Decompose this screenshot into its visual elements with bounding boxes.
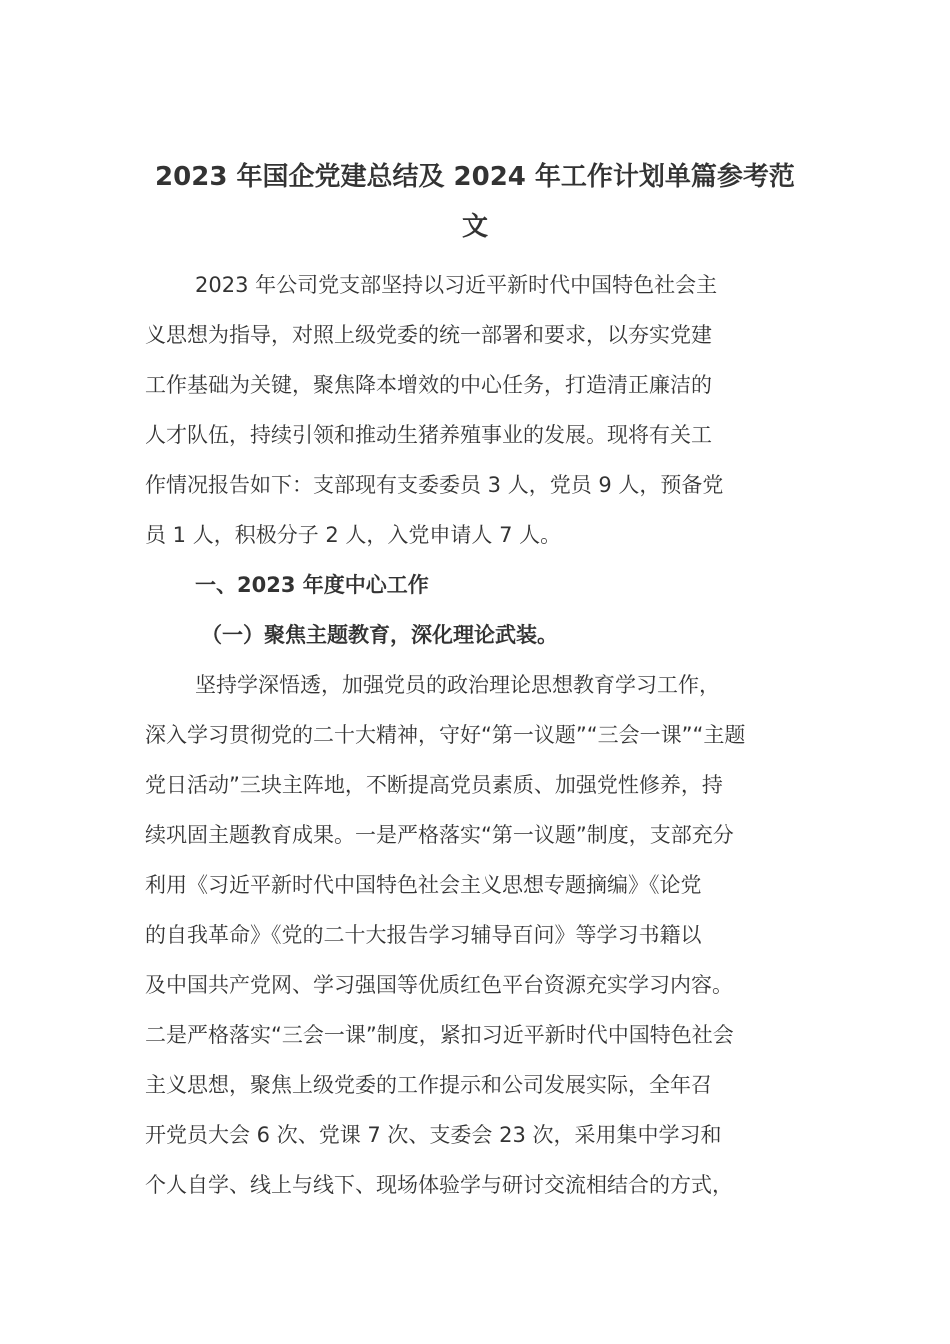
paragraph-line: 主义思想，聚焦上级党委的工作提示和公司发展实际，全年召 bbox=[145, 1073, 712, 1097]
paragraph-line: 个人自学、线上与线下、现场体验学与研讨交流相结合的方式， bbox=[145, 1173, 733, 1197]
paragraph-line: 党日活动”三块主阵地，不断提高党员素质、加强党性修养，持 bbox=[145, 773, 723, 797]
section-heading: 一、2023 年度中心工作 bbox=[195, 573, 429, 597]
paragraph-line: 利用《习近平新时代中国特色社会主义思想专题摘编》《论党 bbox=[145, 873, 702, 897]
paragraph-line: 开党员大会 6 次、党课 7 次、支委会 23 次，采用集中学习和 bbox=[145, 1123, 722, 1147]
body-paragraph bbox=[145, 660, 810, 1210]
paragraph-line: 人才队伍，持续引领和推动生猪养殖事业的发展。现将有关工 bbox=[145, 423, 712, 447]
paragraph-line: 的自我革命》《党的二十大报告学习辅导百问》等学习书籍以 bbox=[145, 923, 702, 947]
intro-paragraph bbox=[145, 260, 810, 560]
title-line: 文 bbox=[461, 212, 488, 242]
paragraph-line: 义思想为指导，对照上级党委的统一部署和要求，以夯实党建 bbox=[145, 323, 712, 347]
paragraph-line: 工作基础为关键，聚焦降本增效的中心任务，打造清正廉洁的 bbox=[145, 373, 712, 397]
paragraph-line: 坚持学深悟透，加强党员的政治理论思想教育学习工作， bbox=[195, 673, 720, 697]
paragraph-line: 2023 年公司党支部坚持以习近平新时代中国特色社会主 bbox=[195, 273, 718, 297]
subsection-heading: （一）聚焦主题教育，深化理论武装。 bbox=[201, 623, 558, 647]
title-line: 2023 年国企党建总结及 2024 年工作计划单篇参考范 bbox=[155, 162, 795, 192]
paragraph-line: 作情况报告如下：支部现有支委委员 3 人，党员 9 人，预备党 bbox=[145, 473, 724, 497]
document-body bbox=[145, 260, 810, 1210]
document-title bbox=[140, 152, 810, 252]
paragraph-line: 深入学习贯彻党的二十大精神，守好“第一议题”“三会一课”“主题 bbox=[145, 723, 746, 747]
paragraph-line: 员 1 人，积极分子 2 人，入党申请人 7 人。 bbox=[145, 523, 562, 547]
paragraph-line: 及中国共产党网、学习强国等优质红色平台资源充实学习内容。 bbox=[145, 973, 733, 997]
paragraph-line: 续巩固主题教育成果。一是严格落实“第一议题”制度，支部充分 bbox=[145, 823, 734, 847]
paragraph-line: 二是严格落实“三会一课”制度，紧扣习近平新时代中国特色社会 bbox=[145, 1023, 734, 1047]
